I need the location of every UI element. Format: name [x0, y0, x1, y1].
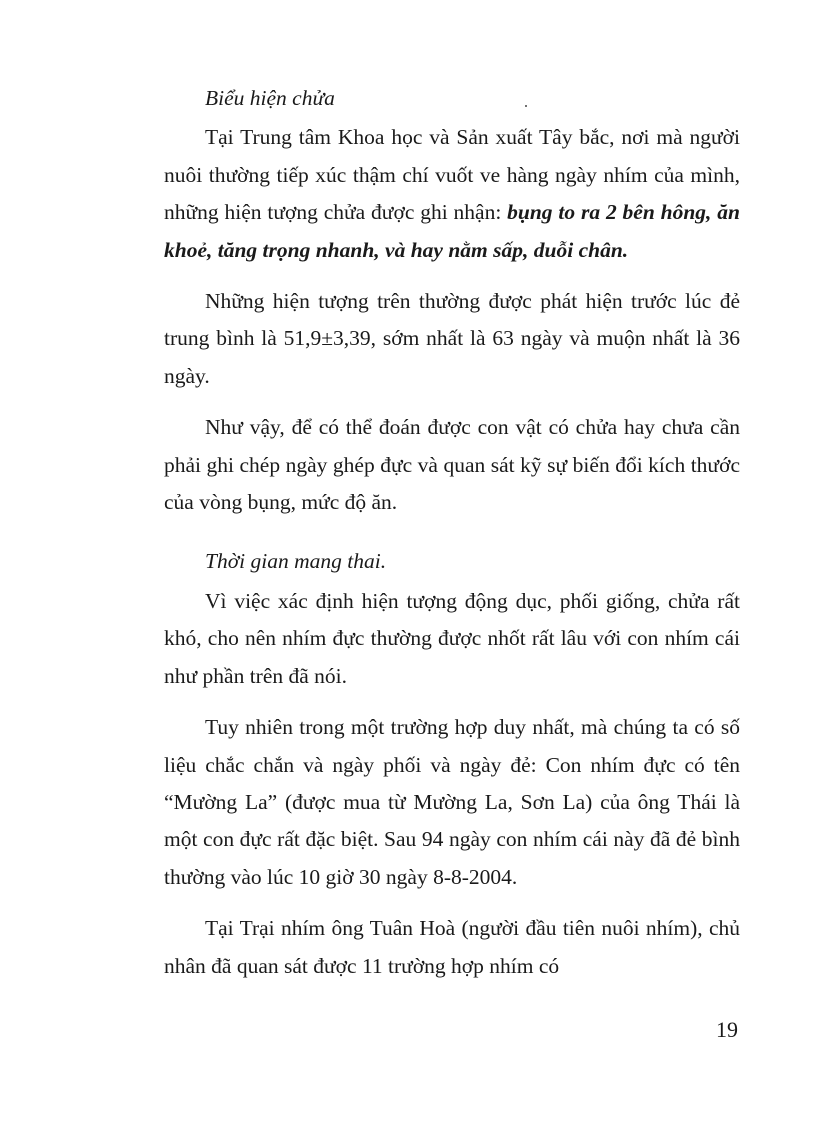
paragraph-detection-timing: Những hiện tượng trên thường được phát hiện trước lúc đẻ trung bình là 51,9±3,39, sớm nhất là 63 ngày và muộn nhất là 36 ngày.	[164, 289, 740, 388]
paragraph-recording-advice: Như vậy, để có thể đoán được con vật có chửa hay chưa cần phải ghi chép ngày ghép đực và quan sát kỹ sự biến đổi kích thước của vòng bụng, mức độ ăn.	[164, 415, 740, 515]
paragraph-text: Tại Trung tâm Khoa học và Sản xuất Tây bắc, nơi mà người nuôi thường tiếp xúc thậm chí vuốt ve hàng ngày nhím của mình, những hiện tượng chửa được ghi nhận:	[164, 125, 740, 225]
paragraph-observed-signs	[164, 119, 740, 269]
paragraph-tuan-hoa-farm: Tại Trại nhím ông Tuân Hoà (người đầu tiên nuôi nhím), chủ nhân đã quan sát được 11 trường hợp nhím có	[164, 916, 740, 978]
paragraph-mating-difficulty: Vì việc xác định hiện tượng động dục, phối giống, chửa rất khó, cho nên nhím đực thường được nhốt rất lâu với con nhím cái như phần trên đã nói.	[164, 588, 740, 688]
page-number: 19	[716, 1017, 738, 1042]
section-heading-gestation-period: Thời gian mang thai.	[205, 549, 387, 574]
emphasized-signs: bụng to ra 2 bên hông, ăn khoẻ, tăng trọng nhanh, và hay nằm sấp, duỗi chân.	[164, 200, 740, 262]
paragraph-muong-la-case: Tuy nhiên trong một trường hợp duy nhất, mà chúng ta có số liệu chắc chắn và ngày phối và ngày đẻ: Con nhím đực có tên “Mường La” (được mua từ Mường La, Sơn La) của ông Thái là một con đực rất đặc biệt. Sau 94 ngày con nhím cái này đã đẻ bình thường vào lúc 10 giờ 30 ngày 8-8-2004.	[164, 715, 740, 889]
page-body	[164, 80, 740, 999]
section-heading-pregnancy-signs: Biểu hiện chửa	[205, 86, 335, 110]
